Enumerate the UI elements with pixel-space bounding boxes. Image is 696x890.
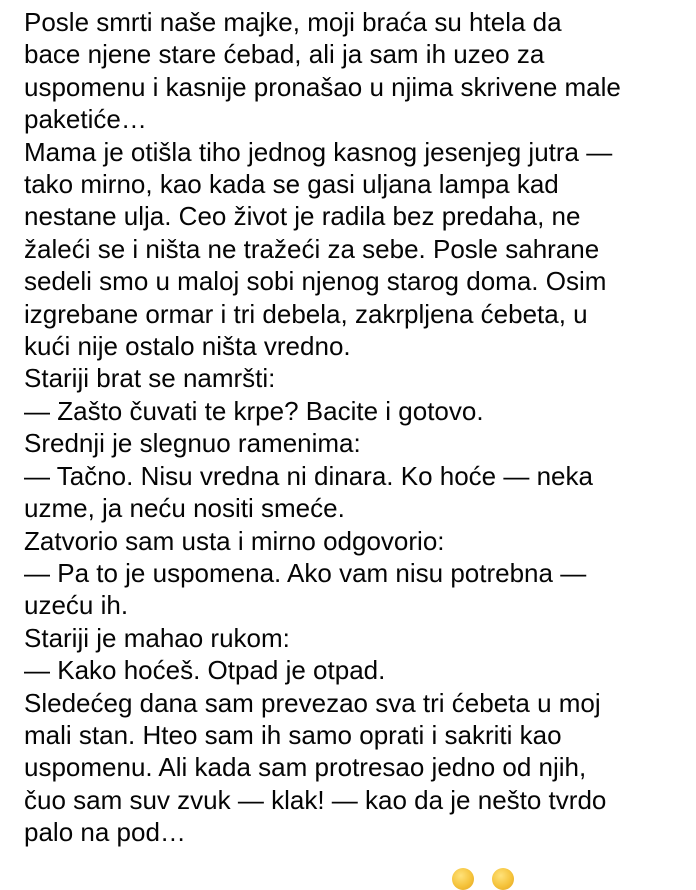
post-line: tako mirno, kao kada se gasi uljana lampa kad (24, 169, 559, 200)
post-line: mali stan. Hteo sam ih samo oprati i sakriti kao (24, 719, 562, 750)
post-line: nestane ulja. Ceo život je radila bez predaha, ne (24, 201, 581, 232)
emoji-row (452, 868, 514, 890)
post-line: uzeću ih. (24, 590, 129, 621)
post-text (24, 6, 674, 849)
post-line: uspomenu i kasnije pronašao u njima skrivene male (24, 71, 621, 102)
post-line: uzme, ja neću nositi smeće. (24, 493, 345, 524)
post-line: Sledećeg dana sam prevezao sva tri ćebeta u moj (24, 687, 601, 718)
post-line: Zatvorio sam usta i mirno odgovorio: (24, 525, 445, 556)
post-line: žaleći se i ništa ne tražeći za sebe. Posle sahrane (24, 233, 600, 264)
emoji-icon (452, 868, 474, 890)
post-line: Posle smrti naše majke, moji braća su htela da (24, 7, 562, 37)
post-line: Stariji je mahao rukom: (24, 622, 290, 653)
post-line: — Tačno. Nisu vredna ni dinara. Ko hoće — neka (24, 460, 593, 491)
post-line: — Pa to je uspomena. Ako vam nisu potrebna — (24, 557, 587, 588)
post-line: Srednji je slegnuo ramenima: (24, 428, 361, 459)
post-line: Mama je otišla tiho jednog kasnog jesenjeg jutra — (24, 136, 613, 167)
post-line: izgrebane ormar i tri debela, zakrpljena ćebeta, u (24, 298, 588, 329)
post-line: čuo sam suv zvuk — klak! — kao da je nešto tvrdo (24, 784, 607, 815)
post-line: paketiće… (24, 104, 147, 135)
emoji-icon (492, 868, 514, 890)
post-line: sedeli smo u maloj sobi njenog starog doma. Osim (24, 266, 607, 297)
post-line: kući nije ostalo ništa vredno. (24, 331, 351, 362)
post-line: — Zašto čuvati te krpe? Bacite i gotovo. (24, 395, 484, 426)
post-line: — Kako hoćeš. Otpad je otpad. (24, 655, 386, 686)
post-line: bace njene stare ćebad, ali ja sam ih uzeo za (24, 39, 545, 70)
post-line: Stariji brat se namršti: (24, 363, 276, 394)
post-line: palo na pod… (24, 817, 186, 848)
post-line: uspomenu. Ali kada sam protresao jedno od njih, (24, 752, 587, 783)
